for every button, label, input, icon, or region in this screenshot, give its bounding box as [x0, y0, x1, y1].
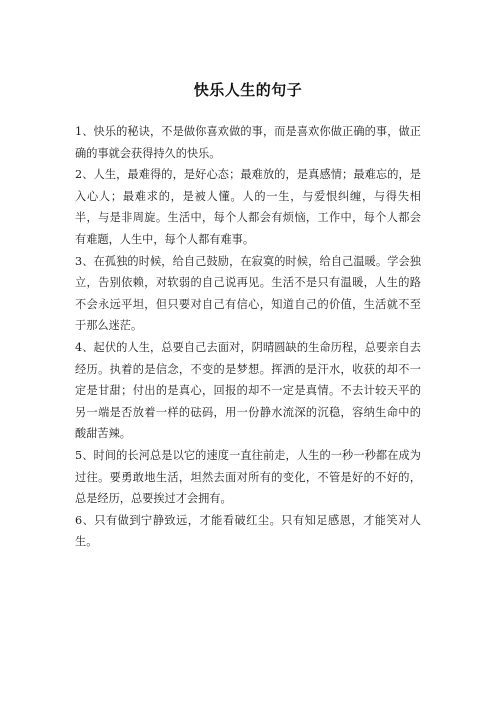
paragraph-3: 3、在孤独的时候，给自己鼓励，在寂寞的时候，给自己温暖。学会独立，告别依赖，对软弱的自己说再见。生活不是只有温暖，人生的路不会永远平坦，但只要对自己有信心，知道自己的价值，生活就不至于那么迷茫。 — [75, 254, 421, 333]
paragraph-1: 1、快乐的秘诀，不是做你喜欢做的事，而是喜欢你做正确的事，做正确的事就会获得持久的快乐。 — [75, 125, 421, 160]
document-title: 快乐人生的句子 — [193, 81, 303, 99]
document-body — [75, 121, 421, 553]
paragraph-2: 2、人生，最难得的，是好心态；最难放的，是真感情；最难忘的，是入心人；最难求的，是被人懂。人的一生，与爱恨纠缠，与得失相半，与是非周旋。生活中，每个人都会有烦恼，工作中，每个人都会有难题，人生中，每个人都有难事。 — [75, 168, 421, 246]
paragraph-5: 5、时间的长河总是以它的速度一直往前走，人生的一秒一秒都在成为过往。要勇敢地生活，坦然去面对所有的变化，不管是好的不好的，总是经历，总要挨过才会拥有。 — [75, 448, 421, 506]
paragraph-6: 6、只有做到宁静致远，才能看破红尘。只有知足感恩，才能笑对人生。 — [75, 513, 421, 549]
paragraph-4: 4、起伏的人生，总要自己去面对，阴晴圆缺的生命历程，总要亲自去经历。执着的是信念，不变的是梦想。挥洒的是汗水，收获的却不一定是甘甜；付出的是真心，回报的却不一定是真情。不去计较天平的另一端是否放着一样的砝码，用一份静水流深的沉稳，容纳生命中的酸甜苦辣。 — [75, 340, 421, 441]
